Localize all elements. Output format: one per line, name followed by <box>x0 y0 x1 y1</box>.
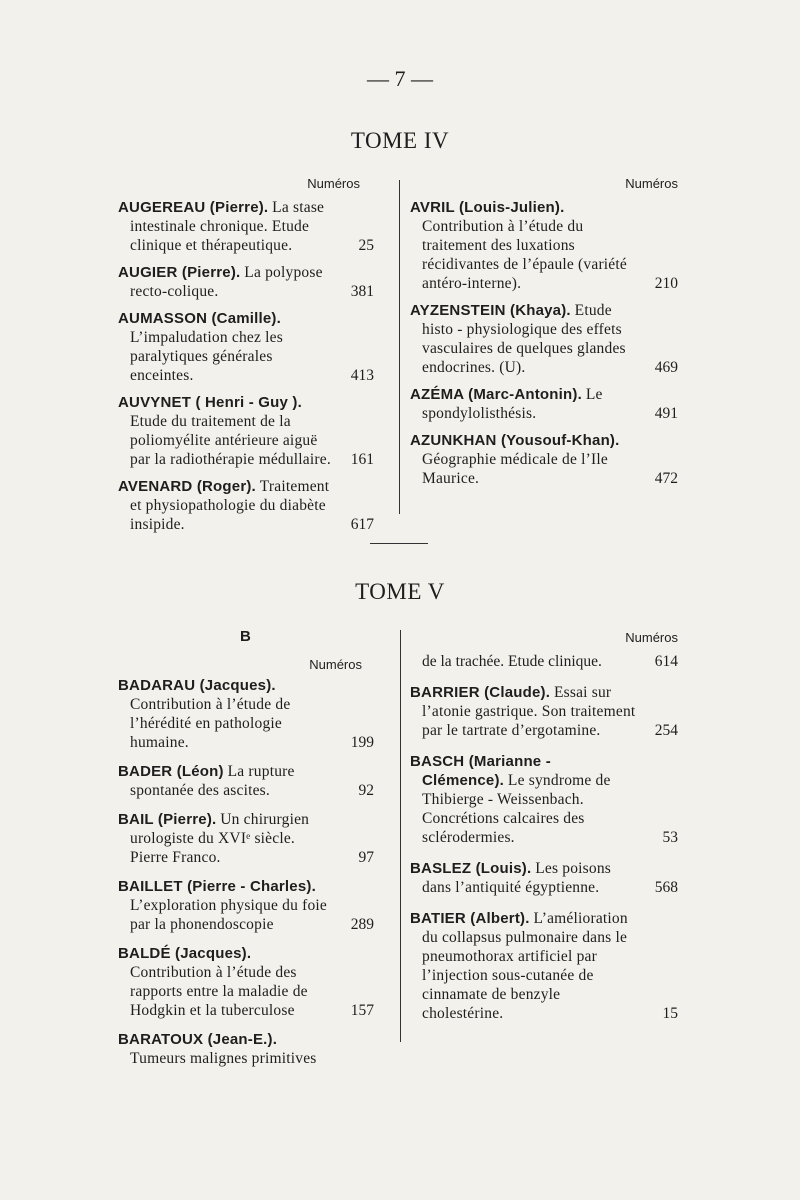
entry-body <box>118 877 374 934</box>
index-entry <box>410 385 678 423</box>
author-name: AYZENSTEIN (Khaya). <box>410 302 571 319</box>
entry-body <box>410 431 678 488</box>
section-separator <box>370 543 428 544</box>
author-name: BADER (Léon) <box>118 763 224 780</box>
entry-body <box>118 309 374 385</box>
tome-iv-right-column <box>410 198 678 496</box>
index-entry <box>410 198 678 293</box>
thesis-number: 199 <box>345 733 374 752</box>
thesis-number: 469 <box>649 358 678 377</box>
author-name: BADARAU (Jacques). <box>118 677 276 694</box>
thesis-number: 254 <box>649 721 678 740</box>
author-name: BAILLET (Pierre - Charles). <box>118 878 316 895</box>
thesis-title: Traitement et physiopathologie du diabète insipide. <box>130 478 330 533</box>
thesis-number: 491 <box>649 404 678 423</box>
tome-v-left-column <box>118 676 374 1078</box>
tome-iv-column-divider <box>399 180 400 514</box>
entry-body <box>118 263 374 301</box>
author-name: AUGEREAU (Pierre). <box>118 199 269 216</box>
tome-iv-left-column <box>118 198 374 542</box>
thesis-number: 15 <box>657 1004 679 1023</box>
tome-iv-left-header: Numéros <box>307 176 360 191</box>
author-name: BASLEZ (Louis). <box>410 860 532 877</box>
entry-body <box>410 683 678 740</box>
tome-v-column-divider <box>400 630 401 1042</box>
index-entry <box>118 309 374 385</box>
index-entry <box>118 393 374 469</box>
entry-body <box>118 944 374 1020</box>
author-name: AUVYNET ( Henri - Guy ). <box>118 394 302 411</box>
author-name: BATIER (Albert). <box>410 910 530 927</box>
thesis-number: 92 <box>353 781 375 800</box>
entry-body <box>118 198 374 255</box>
entry-body <box>410 385 678 423</box>
thesis-number: 381 <box>345 282 374 301</box>
index-entry <box>118 198 374 255</box>
author-name: AZUNKHAN (Yousouf-Khan). <box>410 432 620 449</box>
thesis-number: 614 <box>649 652 678 671</box>
entry-body <box>118 762 374 800</box>
index-entry <box>118 263 374 301</box>
entry-body <box>410 859 678 897</box>
index-entry <box>118 944 374 1020</box>
thesis-number: 617 <box>345 515 374 534</box>
tome-v-right-header: Numéros <box>625 630 678 645</box>
index-entry <box>410 431 678 488</box>
entry-body <box>410 301 678 377</box>
thesis-number: 25 <box>353 236 375 255</box>
index-entry <box>118 1030 374 1068</box>
thesis-number: 413 <box>345 366 374 385</box>
continued-text: de la trachée. Etude clinique. <box>422 653 602 670</box>
index-entry <box>410 859 678 897</box>
thesis-title: Tumeurs malignes primitives <box>130 1050 317 1067</box>
index-entry <box>410 909 678 1023</box>
tome-iv-right-header: Numéros <box>625 176 678 191</box>
entry-body <box>410 198 678 293</box>
thesis-title: Le spondylolisthésis. <box>422 386 603 422</box>
thesis-title: Essai sur l’atonie gastrique. Son traitement par le tartrate d’ergotamine. <box>422 684 636 739</box>
thesis-number: 289 <box>345 915 374 934</box>
author-name: BASCH (Marianne - Clémence). <box>410 753 551 789</box>
author-name: AUMASSON (Camille). <box>118 310 281 327</box>
entry-body <box>118 477 374 534</box>
tome-v-right-column <box>410 652 678 1035</box>
index-entry <box>118 877 374 934</box>
entry-body <box>118 810 374 867</box>
thesis-title: Le syndrome de Thibierge - Weissenbach. Concrétions calcaires des sclérodermies. <box>422 772 611 846</box>
author-name: AVRIL (Louis-Julien). <box>410 199 565 216</box>
author-name: BALDÉ (Jacques). <box>118 945 252 962</box>
thesis-title: Contribution à l’étude du traitement des luxations récidivantes de l’épaule (variété antéro-interne). <box>422 218 627 292</box>
thesis-title: La rupture spontanée des ascites. <box>130 763 295 799</box>
thesis-number: 210 <box>649 274 678 293</box>
thesis-title: Contribution à l’étude de l’hérédité en pathologie humaine. <box>130 696 291 751</box>
author-name: AZÉMA (Marc-Antonin). <box>410 386 582 403</box>
thesis-number: 161 <box>345 450 374 469</box>
section-letter: B <box>240 628 251 645</box>
continued-entry <box>410 652 678 671</box>
index-entry <box>118 676 374 752</box>
tome-v-left-header: Numéros <box>309 657 362 672</box>
thesis-title: L’amélioration du collapsus pulmonaire dans le pneumothorax artificiel par l’injection sous-cutanée de cinnamate de benzyle cholestérine. <box>422 910 628 1022</box>
thesis-title: Géographie médicale de l’Ile Maurice. <box>422 451 608 487</box>
author-name: BARATOUX (Jean-E.). <box>118 1031 278 1048</box>
thesis-number: 568 <box>649 878 678 897</box>
index-entry <box>118 477 374 534</box>
tome-v-title: TOME V <box>355 579 445 604</box>
thesis-title: Contribution à l’étude des rapports entre la maladie de Hodgkin et la tuberculose <box>130 964 308 1019</box>
entry-body <box>410 909 678 1023</box>
thesis-title: Un chirurgien urologiste du XVIᵉ siècle. Pierre Franco. <box>130 811 310 866</box>
author-name: AUGIER (Pierre). <box>118 264 241 281</box>
index-entry <box>410 301 678 377</box>
thesis-title: L’impaludation chez les paralytiques générales enceintes. <box>130 329 283 384</box>
thesis-title: La polypose recto-colique. <box>130 264 323 300</box>
entry-body <box>118 1030 374 1068</box>
author-name: BAIL (Pierre). <box>118 811 217 828</box>
thesis-number: 157 <box>345 1001 374 1020</box>
index-entry <box>118 762 374 800</box>
thesis-number: 472 <box>649 469 678 488</box>
thesis-title: Etude histo - physiologique des effets vasculaires de quelques glandes endocrines. (U). <box>422 302 626 376</box>
entry-body <box>118 676 374 752</box>
thesis-title: La stase intestinale chronique. Etude clinique et thérapeutique. <box>130 199 325 254</box>
index-entry <box>118 810 374 867</box>
tome-iv-title: TOME IV <box>350 128 450 153</box>
entry-body <box>410 752 678 847</box>
entry-body <box>118 393 374 469</box>
thesis-number: 53 <box>657 828 679 847</box>
thesis-title: Les poisons dans l’antiquité égyptienne. <box>422 860 612 896</box>
thesis-title: Etude du traitement de la poliomyélite antérieure aiguë par la radiothérapie médullaire. <box>130 413 331 468</box>
thesis-number: 97 <box>353 848 375 867</box>
thesis-title: L’exploration physique du foie par la phonendoscopie <box>130 897 327 933</box>
author-name: BARRIER (Claude). <box>410 684 551 701</box>
index-entry <box>410 752 678 847</box>
index-entry <box>410 683 678 740</box>
author-name: AVENARD (Roger). <box>118 478 256 495</box>
page-number: — 7 — <box>367 66 433 91</box>
